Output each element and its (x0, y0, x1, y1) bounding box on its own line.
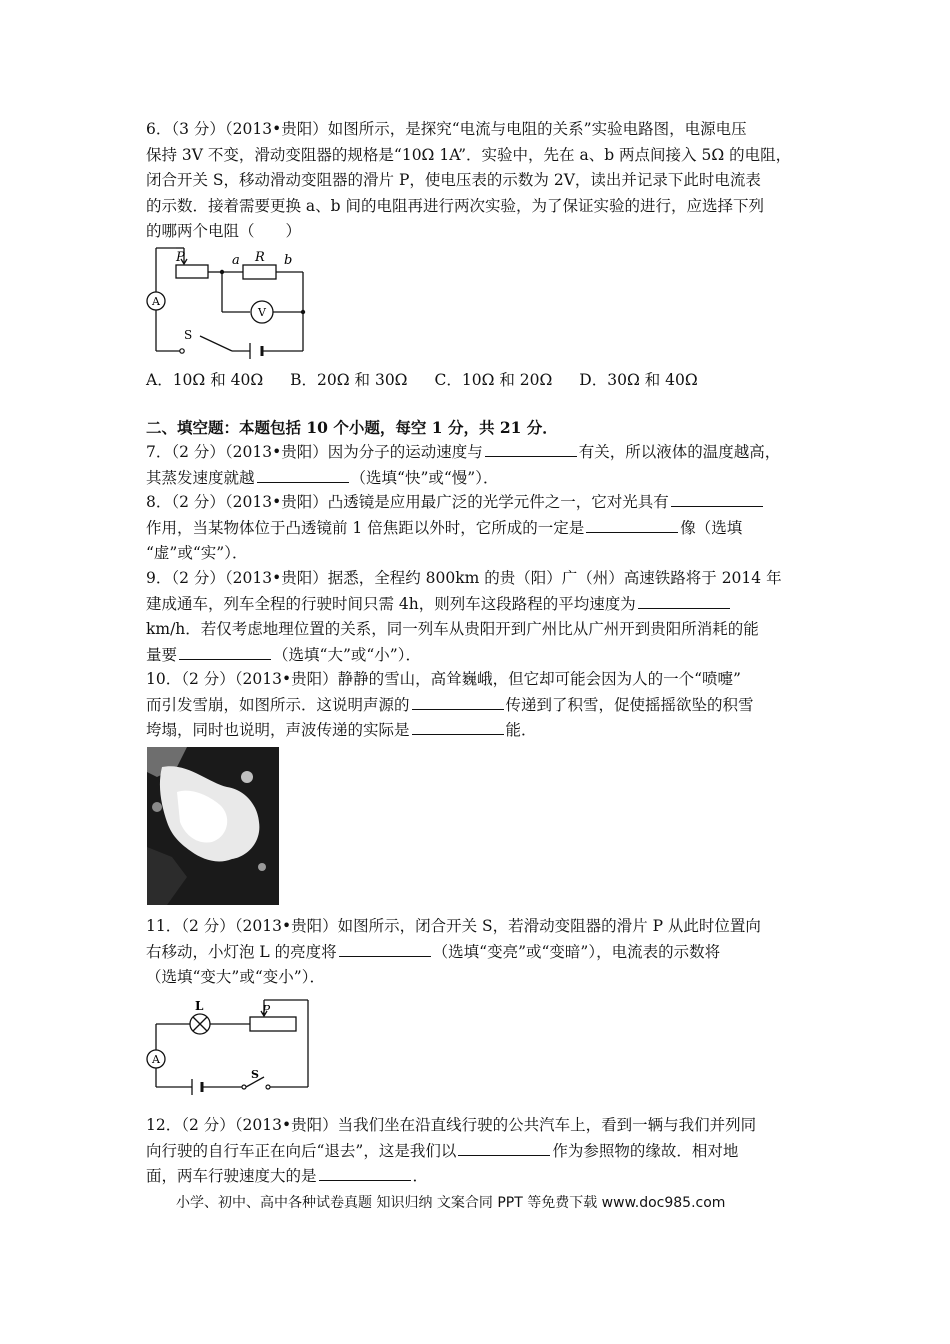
q9-text: （选填“大”或“小”）． (273, 645, 421, 664)
voltmeter-label: V (258, 306, 266, 319)
lamp-l-label: L (195, 999, 204, 1013)
q9-text: 9．（2 分）（2013•贵阳）据悉，全程约 800km 的贵（阳）广（州）高速铁路将于 2014 年 (146, 569, 782, 587)
answer-blank (257, 468, 349, 483)
q12-text: 12．（2 分）（2013•贵阳）当我们坐在沿直线行驶的公共汽车上，看到一辆与我们并列同 (146, 1116, 757, 1134)
q8-text: “虚”或“实”）． (146, 544, 248, 562)
section-heading: 二、填空题：本题包括 10 个小题，每空 1 分，共 21 分． (146, 418, 558, 437)
option-a: A．10Ω 和 40Ω (146, 371, 264, 389)
question-11 (146, 914, 826, 991)
q11-circuit-diagram (140, 997, 320, 1097)
answer-blank (671, 492, 763, 507)
answer-blank (586, 518, 678, 533)
question-9 (146, 566, 826, 668)
q6-line: 6．（3 分）（2013•贵阳）如图所示，是探究“电流与电阻的关系”实验电路图，电源电压 (146, 120, 747, 138)
q8-text: 像（选填 (680, 518, 743, 537)
q7-text: 7．（2 分）（2013•贵阳）因为分子的运动速度与 (146, 443, 483, 461)
point-a-label: a (232, 253, 240, 268)
q8-text: 作用，当某物体位于凸透镜前 1 倍焦距以外时，它所成的一定是 (146, 518, 585, 537)
q9-text: km/h．若仅考虑地理位置的关系，同一列车从贵阳开到广州比从广州开到贵阳所消耗的能 (146, 620, 759, 638)
q8-text: 8．（2 分）（2013•贵阳）凸透镜是应用最广泛的光学元件之一，它对光具有 (146, 493, 669, 511)
option-c: C．10Ω 和 20Ω (434, 371, 553, 389)
q9-text: 建成通车，列车全程的行驶时间只需 4h，则列车这段路程的平均速度为 (146, 594, 636, 613)
q6-line: 的示数．接着需要更换 a、b 间的电阻再进行两次实验，为了保证实验的进行，应选择下列 (146, 196, 765, 215)
answer-blank (458, 1141, 550, 1156)
q11-text: 11．（2 分）（2013•贵阳）如图所示，闭合开关 S，若滑动变阻器的滑片 P 从此时位置向 (146, 917, 761, 935)
q12-text: 向行驶的自行车正在向后“退去”，这是我们以 (146, 1141, 457, 1160)
q7-text: 其蒸发速度就越 (146, 468, 255, 487)
q12-text: 面，两车行驶速度大的是 (146, 1167, 317, 1185)
point-b-label: b (284, 253, 293, 268)
rheostat-p-label: P (262, 1003, 271, 1017)
q6-circuit-diagram (140, 240, 315, 360)
q11-text: 右移动，小灯泡 L 的亮度将 (146, 942, 337, 961)
question-7 (146, 440, 826, 491)
ammeter-label: A (152, 1053, 160, 1066)
q6-line: 的哪两个电阻（ ） (146, 222, 302, 240)
q6-line: 闭合开关 S，移动滑动变阻器的滑片 P，使电压表的示数为 2V，读出并记录下此时电流表 (146, 171, 761, 189)
switch-label: S (251, 1068, 259, 1081)
resistor-r-label: R (255, 250, 265, 265)
answer-blank (412, 720, 504, 735)
q7-text: （选填“快”或“慢”）． (350, 468, 499, 487)
q10-text: 传递到了积雪，促使摇摇欲坠的积雪 (505, 695, 754, 714)
q7-text: 有关，所以液体的温度越高， (578, 443, 781, 461)
q12-text: 作为参照物的缘故．相对地 (552, 1141, 739, 1160)
rheostat-p-label: P (176, 250, 185, 265)
q9-text: 量要 (146, 645, 178, 664)
q6-line: 保持 3V 不变，滑动变阻器的规格是“10Ω 1A”．实验中，先在 a、b 两点间接入 5Ω 的电阻， (146, 145, 792, 164)
answer-blank (339, 942, 431, 957)
q12-text: ． (412, 1167, 429, 1185)
answer-blank (638, 594, 730, 609)
answer-blank (485, 442, 577, 457)
answer-blank (412, 695, 504, 710)
q11-text: （选填“变大”或“变小”）． (146, 968, 325, 986)
question-8 (146, 490, 826, 567)
question-12 (146, 1113, 826, 1190)
q10-text: 垮塌，同时也说明，声波传递的实际是 (146, 721, 410, 739)
q10-text: 能． (505, 721, 537, 739)
q10-text: 10．（2 分）（2013•贵阳）静静的雪山，高耸巍峨，但它却可能会因为人的一个“喷嚏” (146, 670, 741, 688)
switch-label: S (184, 328, 193, 342)
question-10 (146, 667, 826, 744)
question-6 (146, 117, 826, 245)
q10-text: 而引发雪崩，如图所示．这说明声源的 (146, 695, 410, 714)
avalanche-photo (147, 747, 279, 905)
option-b: B．20Ω 和 30Ω (290, 371, 408, 389)
ammeter-label: A (152, 295, 160, 308)
q11-text: （选填“变亮”或“变暗”），电流表的示数将 (432, 942, 721, 961)
page-footer: 小学、初中、高中各种试卷真题 知识归纳 文案合同 PPT 等免费下载 www.doc985.com (176, 1195, 726, 1211)
answer-blank (179, 645, 271, 660)
answer-blank (319, 1166, 411, 1181)
option-d: D．30Ω 和 40Ω (579, 371, 698, 389)
q6-options (146, 368, 720, 390)
